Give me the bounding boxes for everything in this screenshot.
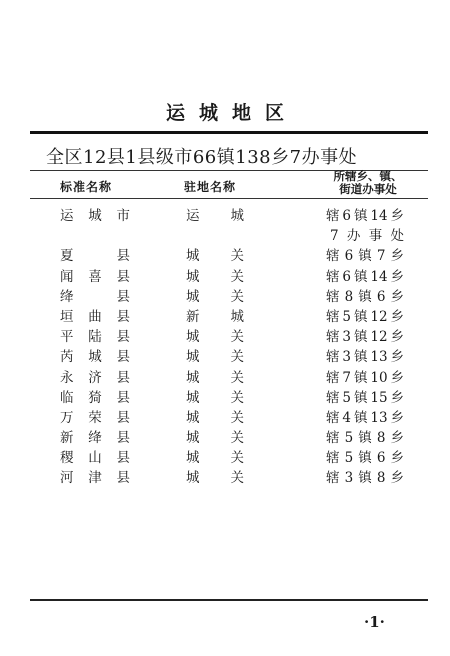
- header-bottom-rule: [30, 198, 428, 199]
- header-subordinate-line1: 所辖乡、镇、: [333, 169, 403, 183]
- seat-name: 运城: [186, 208, 244, 224]
- subordinate-count: 辖6镇7乡: [326, 248, 404, 265]
- seat-name: 新城: [186, 308, 244, 325]
- subordinate-count: 辖5镇6乡: [326, 450, 404, 467]
- county-name: 临猗县: [60, 389, 130, 406]
- county-name: 芮城县: [60, 349, 130, 366]
- subordinate-count: 辖5镇15乡: [326, 389, 404, 406]
- bottom-rule: [30, 599, 428, 601]
- subordinate-count: 7办事处: [330, 228, 404, 245]
- table-row: [0, 446, 450, 466]
- subordinate-count: 辖4镇13乡: [326, 409, 404, 426]
- table-row: [0, 426, 450, 446]
- table-row: [0, 345, 450, 365]
- subordinate-count: 辖5镇8乡: [326, 430, 404, 447]
- header-standard-name: 标准名称: [60, 180, 113, 194]
- county-name: 闻喜县: [60, 268, 130, 285]
- county-name: 新绛县: [60, 430, 130, 447]
- table-header: [0, 170, 450, 198]
- seat-name: 城关: [186, 430, 244, 447]
- county-name: 万荣县: [60, 409, 130, 426]
- county-name: 运城市: [60, 208, 130, 224]
- county-name: 平陆县: [60, 329, 130, 346]
- table-row: [0, 224, 450, 244]
- page-title: 运城地区: [165, 102, 298, 124]
- county-name: 绛县: [60, 288, 130, 305]
- county-name: 垣曲县: [60, 308, 130, 325]
- subordinate-count: 辖5镇12乡: [326, 308, 404, 325]
- table-row: [0, 204, 450, 224]
- table-row: [0, 244, 450, 264]
- table-row: [0, 285, 450, 305]
- seat-name: 城关: [186, 288, 244, 305]
- county-name: 稷山县: [60, 450, 130, 467]
- seat-name: 城关: [186, 268, 244, 285]
- subordinate-count: 辖3镇12乡: [326, 329, 404, 346]
- county-name: 永济县: [60, 369, 130, 386]
- table-row: [0, 265, 450, 285]
- table-row: [0, 406, 450, 426]
- top-rule: [30, 131, 428, 134]
- subordinate-count: 辖8镇6乡: [326, 288, 404, 305]
- subordinate-count: 辖6镇14乡: [326, 268, 404, 285]
- seat-name: 城关: [186, 349, 244, 366]
- page-number: ·1·: [364, 613, 385, 631]
- county-name: 夏县: [60, 248, 130, 265]
- seat-name: 城关: [186, 389, 244, 406]
- subordinate-count: 辖3镇13乡: [326, 349, 404, 366]
- seat-name: 城关: [186, 409, 244, 426]
- county-name: 河津县: [60, 470, 130, 487]
- table-body: [0, 204, 450, 487]
- seat-name: 城关: [186, 470, 244, 487]
- header-subordinate-line2: 街道办事处: [339, 182, 397, 196]
- table-row: [0, 305, 450, 325]
- seat-name: 城关: [186, 329, 244, 346]
- subordinate-count: 辖6镇14乡: [326, 208, 404, 224]
- summary-line: 全区12县1县级市66镇138乡7办事处: [46, 147, 358, 168]
- seat-name: 城关: [186, 248, 244, 265]
- subordinate-count: 辖7镇10乡: [326, 369, 404, 386]
- seat-name: 城关: [186, 450, 244, 467]
- table-row: [0, 386, 450, 406]
- table-row: [0, 466, 450, 486]
- table-row: [0, 325, 450, 345]
- subordinate-count: 辖3镇8乡: [326, 470, 404, 487]
- header-subordinate: [318, 170, 418, 196]
- table-row: [0, 366, 450, 386]
- header-seat-name: 驻地名称: [184, 180, 237, 194]
- seat-name: 城关: [186, 369, 244, 386]
